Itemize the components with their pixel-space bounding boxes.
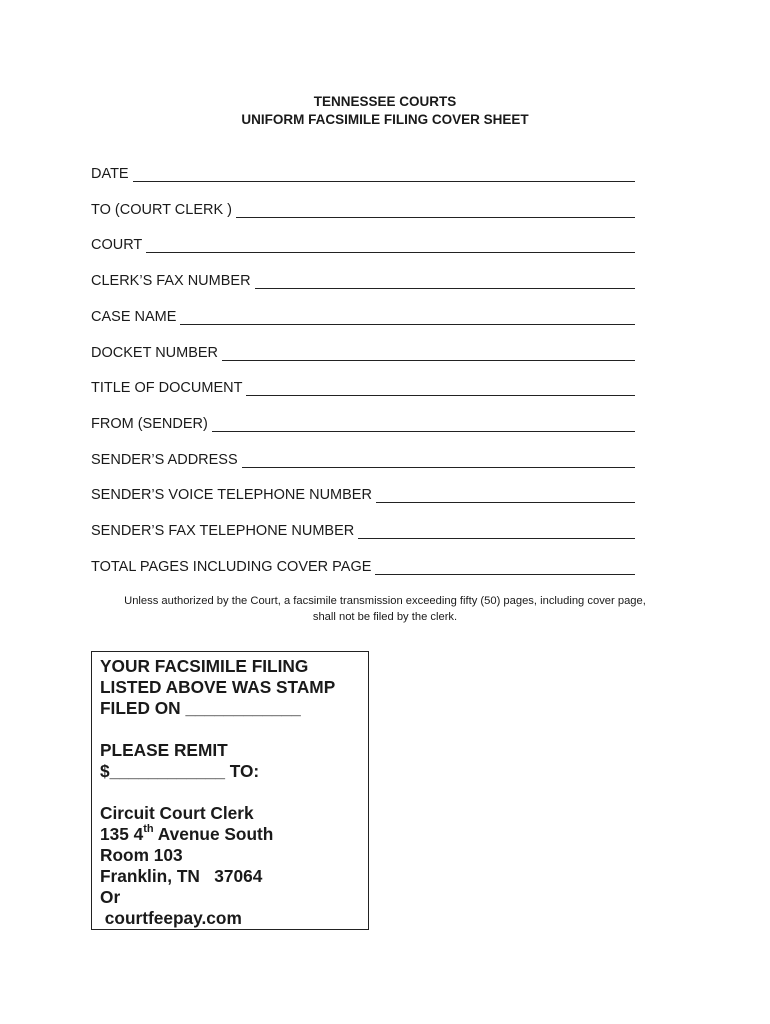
field-label: CLERK’S FAX NUMBER (91, 273, 251, 289)
stamp-filing-box (91, 651, 369, 930)
remit-amount: $____________ TO: (100, 761, 260, 781)
clerk-fax-number-field[interactable] (91, 271, 635, 289)
blank-line[interactable] (242, 454, 635, 468)
street-suffix: th (143, 823, 154, 836)
title-of-document-field[interactable] (91, 378, 635, 396)
court-clerk-field[interactable] (91, 200, 635, 218)
docket-number-field[interactable] (91, 343, 635, 361)
notice-line: shall not be filed by the clerk. (312, 611, 458, 623)
from-sender-field[interactable] (91, 414, 635, 432)
blank-line[interactable] (236, 204, 635, 218)
city-state-zip: Franklin, TN 37064 (100, 866, 263, 886)
page-title: TENNESSEE COURTS (313, 94, 457, 109)
sender-address-field[interactable] (91, 450, 635, 468)
blank-line[interactable] (375, 561, 635, 575)
stamp-filed-on: FILED ON ____________ (100, 698, 301, 718)
field-label: TITLE OF DOCUMENT (91, 380, 243, 396)
field-label: SENDER’S FAX TELEPHONE NUMBER (91, 523, 355, 539)
room: Room 103 (100, 845, 183, 865)
field-label: FROM (SENDER) (91, 416, 208, 432)
blank-line[interactable] (255, 275, 635, 289)
field-label: SENDER’S ADDRESS (91, 452, 238, 468)
stamp-line: LISTED ABOVE WAS STAMP (100, 677, 336, 697)
payment-website: courtfeepay.com (100, 908, 242, 928)
date-field[interactable] (91, 164, 635, 182)
field-label: TOTAL PAGES INCLUDING COVER PAGE (91, 559, 372, 575)
street-name: Avenue South (153, 824, 274, 844)
field-label: SENDER’S VOICE TELEPHONE NUMBER (91, 487, 372, 503)
field-label: COURT (91, 237, 143, 253)
field-label: DOCKET NUMBER (91, 345, 219, 361)
remit-heading: PLEASE REMIT (100, 740, 228, 760)
field-label: CASE NAME (91, 309, 177, 325)
field-label: DATE (91, 166, 129, 182)
filing-notice (60, 593, 710, 625)
field-label: TO (COURT CLERK ) (91, 202, 232, 218)
blank-line[interactable] (246, 382, 635, 396)
page-subtitle: UNIFORM FACSIMILE FILING COVER SHEET (241, 112, 529, 127)
blank-line[interactable] (212, 418, 635, 432)
blank-line[interactable] (146, 239, 635, 253)
blank-line[interactable] (376, 489, 635, 503)
sender-voice-phone-field[interactable] (91, 485, 635, 503)
case-name-field[interactable] (91, 307, 635, 325)
blank-line[interactable] (358, 525, 635, 539)
blank-line[interactable] (133, 168, 635, 182)
notice-line: Unless authorized by the Court, a facsimile transmission exceeding fifty (50) pages, including cover page, (124, 595, 646, 607)
court-field[interactable] (91, 235, 635, 253)
clerk-name: Circuit Court Clerk (100, 803, 254, 823)
street-address (100, 824, 360, 845)
total-pages-field[interactable] (91, 557, 635, 575)
street-number: 135 4 (100, 824, 144, 844)
sender-fax-phone-field[interactable] (91, 521, 635, 539)
blank-line[interactable] (180, 311, 635, 325)
or-label: Or (100, 887, 121, 907)
stamp-line: YOUR FACSIMILE FILING (100, 656, 309, 676)
blank-line[interactable] (222, 347, 635, 361)
